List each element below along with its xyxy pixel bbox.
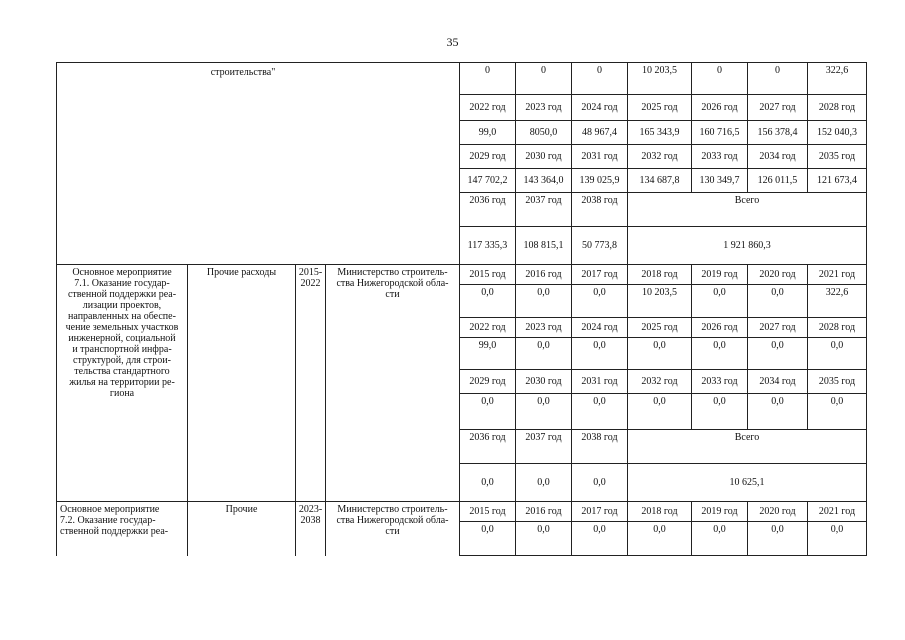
year-label: 2023 год <box>516 95 572 121</box>
value-cell: 130 349,7 <box>692 169 748 193</box>
value-cell: 0,0 <box>516 464 572 502</box>
value-cell: 10 203,5 <box>628 63 692 95</box>
value-cell: 0,0 <box>692 338 748 370</box>
year-label: 2029 год <box>460 145 516 169</box>
year-label: 2017 год <box>572 265 628 285</box>
value-cell: 165 343,9 <box>628 121 692 145</box>
value-cell: 0,0 <box>628 338 692 370</box>
year-label: 2022 год <box>460 318 516 338</box>
total-label: Всего <box>628 193 867 227</box>
value-cell: 160 716,5 <box>692 121 748 145</box>
year-label: 2029 год <box>460 370 516 394</box>
year-label: 2033 год <box>692 145 748 169</box>
value-cell: 121 673,4 <box>808 169 867 193</box>
value-cell: 322,6 <box>808 63 867 95</box>
budget-table <box>56 62 867 556</box>
value-cell: 0,0 <box>808 338 867 370</box>
value-cell: 0,0 <box>460 285 516 318</box>
year-label: 2027 год <box>748 318 808 338</box>
year-label: 2038 год <box>572 430 628 464</box>
value-cell: 50 773,8 <box>572 227 628 265</box>
value-cell: 117 335,3 <box>460 227 516 265</box>
year-label: 2037 год <box>516 193 572 227</box>
value-cell: 99,0 <box>460 121 516 145</box>
expense-type: Прочие <box>188 502 296 556</box>
value-cell: 0,0 <box>692 394 748 430</box>
year-label: 2016 год <box>516 265 572 285</box>
executor: Министерство строитель- ства Нижегородской обла- сти <box>326 265 460 502</box>
year-label: 2024 год <box>572 95 628 121</box>
value-cell: 322,6 <box>808 285 867 318</box>
period: 2015- 2022 <box>296 265 326 502</box>
continuation-cell <box>57 63 460 265</box>
value-cell: 0,0 <box>572 394 628 430</box>
value-cell: 156 378,4 <box>748 121 808 145</box>
year-label: 2020 год <box>748 502 808 522</box>
value-cell: 0,0 <box>516 338 572 370</box>
value-cell: 0,0 <box>628 394 692 430</box>
value-cell: 0,0 <box>808 522 867 556</box>
value-cell: 0,0 <box>748 394 808 430</box>
value-cell: 0,0 <box>692 285 748 318</box>
value-cell: 134 687,8 <box>628 169 692 193</box>
year-label: 2021 год <box>808 502 867 522</box>
year-label: 2037 год <box>516 430 572 464</box>
year-label: 2019 год <box>692 265 748 285</box>
value-cell: 0,0 <box>748 522 808 556</box>
year-label: 2032 год <box>628 370 692 394</box>
value-cell: 0,0 <box>516 522 572 556</box>
year-label: 2027 год <box>748 95 808 121</box>
value-cell: 48 967,4 <box>572 121 628 145</box>
year-label: 2030 год <box>516 370 572 394</box>
year-label: 2033 год <box>692 370 748 394</box>
year-label: 2028 год <box>808 95 867 121</box>
year-label: 2024 год <box>572 318 628 338</box>
value-cell: 152 040,3 <box>808 121 867 145</box>
value-cell: 0,0 <box>748 285 808 318</box>
year-label: 2030 год <box>516 145 572 169</box>
value-cell: 0,0 <box>516 394 572 430</box>
year-label: 2036 год <box>460 193 516 227</box>
year-label: 2035 год <box>808 145 867 169</box>
total-value: 10 625,1 <box>628 464 867 502</box>
value-cell: 0,0 <box>628 522 692 556</box>
year-label: 2026 год <box>692 95 748 121</box>
value-cell: 8050,0 <box>516 121 572 145</box>
year-label: 2019 год <box>692 502 748 522</box>
value-cell: 0 <box>748 63 808 95</box>
year-label: 2038 год <box>572 193 628 227</box>
year-label: 2018 год <box>628 502 692 522</box>
value-cell: 0,0 <box>572 522 628 556</box>
value-cell: 10 203,5 <box>628 285 692 318</box>
value-cell: 0,0 <box>572 285 628 318</box>
value-cell: 143 364,0 <box>516 169 572 193</box>
year-label: 2034 год <box>748 370 808 394</box>
value-cell: 0 <box>460 63 516 95</box>
year-label: 2021 год <box>808 265 867 285</box>
year-label: 2025 год <box>628 95 692 121</box>
year-label: 2035 год <box>808 370 867 394</box>
year-label: 2020 год <box>748 265 808 285</box>
year-label: 2015 год <box>460 502 516 522</box>
value-cell: 0,0 <box>460 394 516 430</box>
year-label: 2025 год <box>628 318 692 338</box>
value-cell: 0,0 <box>516 285 572 318</box>
value-cell: 0,0 <box>808 394 867 430</box>
year-label: 2028 год <box>808 318 867 338</box>
value-cell: 0,0 <box>692 522 748 556</box>
value-cell: 139 025,9 <box>572 169 628 193</box>
year-label: 2026 год <box>692 318 748 338</box>
year-label: 2017 год <box>572 502 628 522</box>
total-value: 1 921 860,3 <box>628 227 867 265</box>
value-cell: 0 <box>692 63 748 95</box>
year-label: 2023 год <box>516 318 572 338</box>
activity-description: Основное мероприятие 7.1. Оказание государ- ственной поддержки реа- лизации проектов, направленных на обеспе- чение земельных участков инженерной, социальной и транспортной инфра- структурой, для строи- тельства стандартного жилья на территории ре- гиона <box>57 265 188 502</box>
value-cell: 0,0 <box>572 338 628 370</box>
year-label: 2032 год <box>628 145 692 169</box>
value-cell: 0,0 <box>460 464 516 502</box>
year-label: 2036 год <box>460 430 516 464</box>
period: 2023- 2038 <box>296 502 326 556</box>
page-number: 35 <box>446 35 459 49</box>
year-label: 2018 год <box>628 265 692 285</box>
value-cell: 126 011,5 <box>748 169 808 193</box>
value-cell: 0,0 <box>572 464 628 502</box>
value-cell: 99,0 <box>460 338 516 370</box>
year-label: 2015 год <box>460 265 516 285</box>
year-label: 2031 год <box>572 370 628 394</box>
activity-description: Основное мероприятие 7.2. Оказание государ- ственной поддержки реа- <box>57 502 188 556</box>
value-cell: 147 702,2 <box>460 169 516 193</box>
expense-type: Прочие расходы <box>188 265 296 502</box>
value-cell: 0 <box>572 63 628 95</box>
total-label: Всего <box>628 430 867 464</box>
value-cell: 0,0 <box>460 522 516 556</box>
year-label: 2034 год <box>748 145 808 169</box>
continuation-text: строительства" <box>210 67 276 78</box>
year-label: 2022 год <box>460 95 516 121</box>
value-cell: 0 <box>516 63 572 95</box>
value-cell: 0,0 <box>748 338 808 370</box>
value-cell: 108 815,1 <box>516 227 572 265</box>
year-label: 2016 год <box>516 502 572 522</box>
executor: Министерство строитель- ства Нижегородской обла- сти <box>326 502 460 556</box>
year-label: 2031 год <box>572 145 628 169</box>
